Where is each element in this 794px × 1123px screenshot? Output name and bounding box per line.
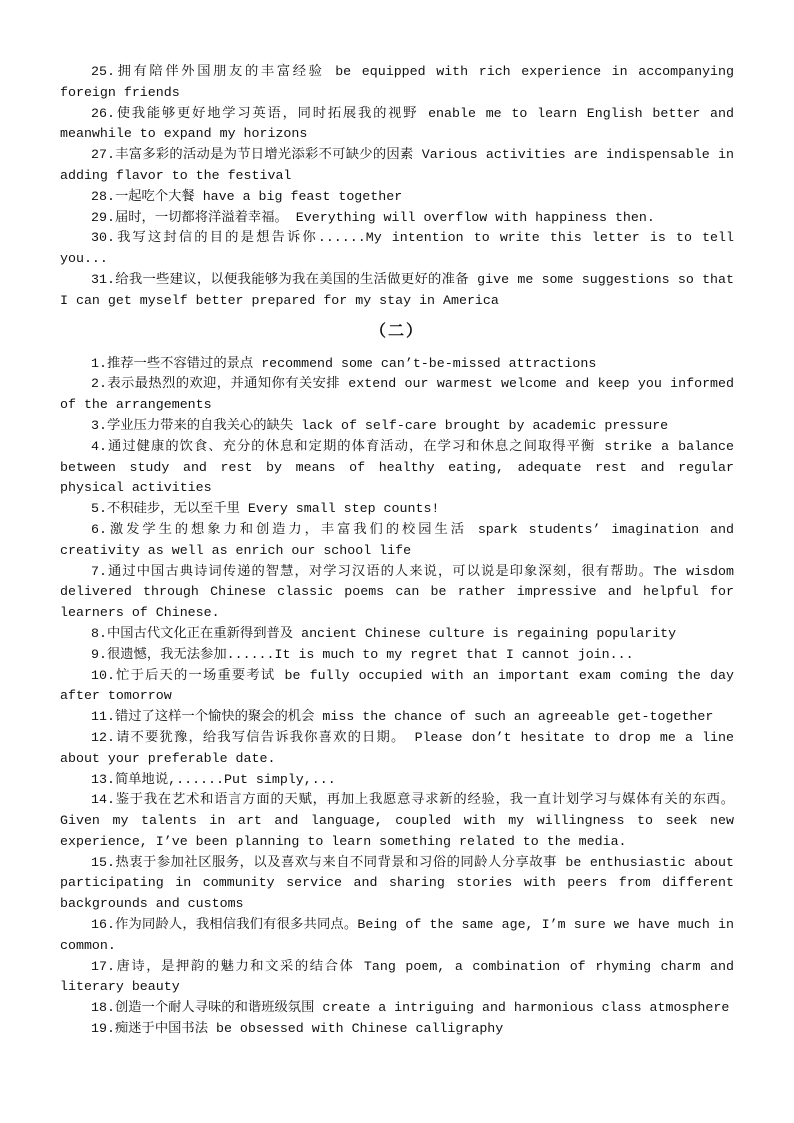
phrase-entry-26: 26.使我能够更好地学习英语，同时拓展我的视野 enable me to learn English better and meanwhile to expand my horizons — [60, 105, 734, 142]
phrase-entry-13: 13.简单地说,......Put simply,... — [91, 771, 336, 787]
section-1 — [60, 62, 734, 312]
phrase-entry-3: 3.学业压力带来的自我关心的缺失 lack of self-care brought by academic pressure — [91, 417, 669, 433]
phrase-entry-28: 28.一起吃个大餐 have a big feast together — [91, 188, 403, 204]
phrase-entry-9: 9.很遗憾，我无法参加......It is much to my regret that I cannot join... — [91, 646, 634, 662]
section-2-heading: （二） — [369, 320, 424, 340]
phrase-entry-5: 5.不积硅步，无以至千里 Every small step counts! — [91, 501, 440, 517]
phrase-entry-1: 1.推荐一些不容错过的景点 recommend some can’t-be-missed attractions — [91, 355, 597, 371]
phrase-entry-4: 4.通过健康的饮食、充分的休息和定期的体育活动，在学习和休息之间取得平衡 strike a balance between study and rest by means of healthy eating, adequate rest and regular physical activities — [60, 438, 734, 496]
phrase-entry-30: 30.我写这封信的目的是想告诉你......My intention to write this letter is to tell you... — [60, 230, 734, 267]
phrase-entry-8: 8.中国古代文化正在重新得到普及 ancient Chinese culture is regaining popularity — [91, 625, 677, 641]
phrase-entry-27: 27.丰富多彩的活动是为节日增光添彩不可缺少的因素 Various activities are indispensable in adding flavor to the festival — [60, 147, 734, 183]
phrase-entry-18: 18.创造一个耐人寻味的和谐班级氛围 create a intriguing and harmonious class atmosphere — [91, 1000, 730, 1016]
phrase-entry-10: 10.忙于后天的一场重要考试 be fully occupied with an important exam coming the day after tomorrow — [60, 667, 734, 704]
phrase-entry-14: 14.鉴于我在艺术和语言方面的天赋，再加上我愿意寻求新的经验，我一直计划学习与媒体有关的东西。Given my talents in art and language, coupled with my willingness to seek new experience, I’ve been planning to learn something related to the media. — [60, 792, 734, 849]
phrase-entry-7: 7.通过中国古典诗词传递的智慧，对学习汉语的人来说，可以说是印象深刻，很有帮助。The wisdom delivered through Chinese classic poems can be rather impressive and helpful for learners of Chinese. — [60, 563, 734, 621]
phrase-entry-16: 16.作为同龄人，我相信我们有很多共同点。Being of the same age, I’m sure we have much in common. — [60, 917, 734, 953]
phrase-entry-17: 17.唐诗，是押韵的魅力和文采的结合体 Tang poem, a combination of rhyming charm and literary beauty — [60, 958, 734, 995]
phrase-entry-6: 6.激发学生的想象力和创造力，丰富我们的校园生活 spark students’ imagination and creativity as well as enrich our school life — [60, 521, 734, 558]
phrase-entry-11: 11.错过了这样一个愉快的聚会的机会 miss the chance of such an agreeable get-together — [91, 709, 714, 725]
phrase-entry-2: 2.表示最热烈的欢迎，并通知你有关安排 extend our warmest welcome and keep you informed of the arrangements — [60, 376, 734, 413]
phrase-entry-15: 15.热衷于参加社区服务，以及喜欢与来自不同背景和习俗的同龄人分享故事 be enthusiastic about participating in community service and sharing stories with peers from different backgrounds and customs — [60, 854, 734, 912]
phrase-entry-19: 19.痴迷于中国书法 be obsessed with Chinese calligraphy — [91, 1021, 504, 1037]
phrase-entry-12: 12.请不要犹豫，给我写信告诉我你喜欢的日期。 Please don’t hesitate to drop me a line about your preferable date. — [60, 729, 734, 766]
phrase-entry-29: 29.届时，一切都将洋溢着幸福。 Everything will overflow with happiness then. — [91, 209, 655, 225]
phrase-entry-25: 25.拥有陪伴外国朋友的丰富经验 be equipped with rich experience in accompanying foreign friends — [60, 64, 734, 100]
section-2 — [60, 354, 734, 1040]
phrase-entry-31: 31.给我一些建议，以便我能够为我在美国的生活做更好的准备 give me some suggestions so that I can get myself better prepared for my stay in America — [60, 271, 734, 308]
